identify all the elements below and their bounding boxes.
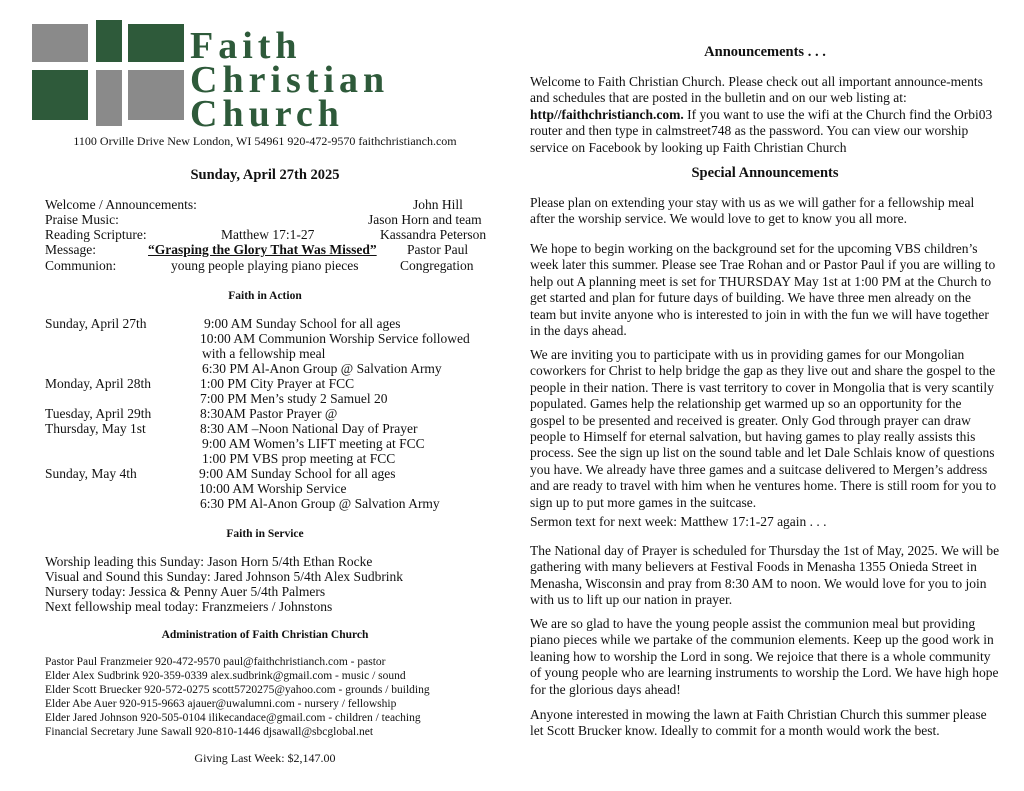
schedule-day: Monday, April 28th bbox=[45, 376, 151, 391]
logo-line-faith: Faith bbox=[190, 25, 302, 67]
announcements-heading: Announcements . . . bbox=[704, 44, 826, 60]
service-duty-line: Nursery today: Jessica & Penny Auer 5/4th Palmers bbox=[45, 584, 326, 599]
service-role: Welcome / Announcements: bbox=[45, 197, 197, 212]
schedule-row bbox=[45, 436, 505, 452]
schedule-row bbox=[45, 316, 505, 332]
church-address: 1100 Orville Drive New London, WI 54961 920-472-9570 faithchristianch.com bbox=[73, 134, 457, 148]
service-item-reading bbox=[45, 227, 495, 243]
welcome-paragraph bbox=[530, 74, 1000, 156]
service-detail: young people playing piano pieces bbox=[171, 258, 359, 273]
service-item-praise bbox=[45, 212, 495, 228]
announcement-paragraph: Sermon text for next week: Matthew 17:1-27 again . . . bbox=[530, 514, 827, 529]
schedule-event: 6:30 PM Al-Anon Group @ Salvation Army bbox=[200, 496, 440, 511]
schedule-event: 9:00 AM Sunday School for all ages bbox=[199, 466, 396, 481]
service-item-message bbox=[45, 242, 495, 258]
schedule-row bbox=[45, 466, 505, 482]
admin-contact-line: Elder Scott Bruecker 920-572-0275 scott5720275@yahoo.com - grounds / building bbox=[45, 684, 430, 696]
admin-contact-line: Pastor Paul Franzmeier 920-472-9570 paul@faithchristianch.com - pastor bbox=[45, 656, 386, 668]
service-duty-line: Worship leading this Sunday: Jason Horn 5/4th Ethan Rocke bbox=[45, 554, 373, 569]
service-duty-line: Next fellowship meal today: Franzmeiers / Johnstons bbox=[45, 599, 333, 614]
announcement-paragraph: We are so glad to have the young people assist the communion meal but providing piano pieces while we partake of the communion elements. Keep up the good work in leaning how to worship the Lord in song. We rejoice that there is a whole community of young people who are learning instruments to worship the Lord. We have high hope for the glorious days ahead! bbox=[530, 616, 999, 697]
admin-contact-line: Elder Jared Johnson 920-505-0104 ilikecandace@gmail.com - children / teaching bbox=[45, 712, 421, 724]
service-role: Message: bbox=[45, 242, 96, 257]
admin-contact-line: Elder Abe Auer 920-915-9663 ajauer@uwalumni.com - nursery / fellowship bbox=[45, 698, 397, 710]
schedule-row bbox=[45, 346, 505, 362]
schedule-event: 9:00 AM Women’s LIFT meeting at FCC bbox=[202, 436, 425, 451]
service-item-welcome bbox=[45, 197, 495, 213]
admin-contact-line: Financial Secretary June Sawall 920-810-1446 djsawall@sbcglobal.net bbox=[45, 726, 374, 738]
website-link[interactable]: http//faithchristianch.com. bbox=[530, 106, 684, 122]
logo-line-christian: Christian bbox=[190, 59, 390, 101]
schedule-event: 8:30AM Pastor Prayer @ bbox=[200, 406, 338, 421]
cross-tiles-mark bbox=[32, 20, 184, 126]
schedule-day: Sunday, April 27th bbox=[45, 316, 147, 331]
schedule-event: 1:00 PM City Prayer at FCC bbox=[200, 376, 355, 391]
special-announcements-heading: Special Announcements bbox=[691, 165, 839, 181]
service-person: Kassandra Peterson bbox=[380, 227, 487, 242]
schedule-event: 8:30 AM –Noon National Day of Prayer bbox=[200, 421, 418, 436]
schedule-day: Thursday, May 1st bbox=[45, 421, 146, 436]
schedule-row bbox=[45, 376, 505, 392]
schedule-row bbox=[45, 421, 505, 437]
schedule-row bbox=[45, 361, 505, 377]
schedule-event: 6:30 PM Al-Anon Group @ Salvation Army bbox=[202, 361, 442, 376]
schedule-row bbox=[45, 331, 505, 347]
schedule-event: 10:00 AM Worship Service bbox=[199, 481, 347, 496]
schedule-event: with a fellowship meal bbox=[202, 346, 326, 361]
logo-line-church: Church bbox=[190, 93, 344, 130]
church-logo bbox=[30, 20, 500, 130]
schedule-row bbox=[45, 481, 505, 497]
announcement-paragraph: Anyone interested in mowing the lawn at Faith Christian Church this summer please let Scott Brucker know. Ideally to commit for a month would work the best. bbox=[530, 707, 987, 739]
service-person: Congregation bbox=[400, 258, 474, 273]
welcome-text-rest: If you want to use the wifi at the Church find the Orbi03 router and then type in calmstreet748 as the password. You can view our worship service on Facebook by looking up Faith Christian Church bbox=[530, 106, 993, 155]
service-role: Praise Music: bbox=[45, 212, 119, 227]
service-item-communion bbox=[45, 258, 495, 274]
schedule-day: Tuesday, April 29th bbox=[45, 406, 152, 421]
service-person: Pastor Paul bbox=[407, 242, 469, 257]
service-person: John Hill bbox=[413, 197, 463, 212]
service-detail: Matthew 17:1-27 bbox=[221, 227, 315, 242]
schedule-row bbox=[45, 451, 505, 467]
schedule-event: 7:00 PM Men’s study 2 Samuel 20 bbox=[200, 391, 388, 406]
service-duty-line: Visual and Sound this Sunday: Jared Johnson 5/4th Alex Sudbrink bbox=[45, 569, 404, 584]
schedule-event: 10:00 AM Communion Worship Service followed bbox=[200, 331, 470, 346]
schedule-day: Sunday, May 4th bbox=[45, 466, 137, 481]
announcement-paragraph: We are inviting you to participate with us in providing games for our Mongolian coworkers for Christ to help bridge the gap as they live out and share the gospel to the people in their nation. There is vast territory to cover in Mongolia that is very scantily populated. Games help the relationship get warmed up so an opportunity for the gospel to be presented and received is greater. Only God through prayer can draw people to Himself for eternal salvation, but having games to play really assists this process. See the sign up list on the sound table and let Dale Schlais know of questions you have. We already have three games and a suitcase delivered to Mergen’s address and are ready to travel with him when he ventures home. There is still room for you to sign up to put more games in the suitcase. bbox=[530, 347, 997, 510]
schedule-event: 9:00 AM Sunday School for all ages bbox=[204, 316, 401, 331]
service-role: Reading Scripture: bbox=[45, 227, 147, 242]
faith-in-service-heading: Faith in Service bbox=[226, 528, 304, 540]
schedule-row bbox=[45, 391, 505, 407]
service-role: Communion: bbox=[45, 258, 117, 273]
schedule-row bbox=[45, 406, 505, 422]
giving-last-week: Giving Last Week: $2,147.00 bbox=[194, 751, 336, 765]
announcement-paragraph: We hope to begin working on the background set for the upcoming VBS children’s week later this summer. Please see Trae Rohan and or Pastor Paul if you are willing to help out A planning meet is set for THURSDAY May 1st at 1:00 PM at the Church to get started and plan for future days of building. We have three men already on the team but invite anyone who is interested to join in with the fun we will have together in the days ahead. bbox=[530, 241, 996, 339]
service-date: Sunday, April 27th 2025 bbox=[190, 167, 340, 183]
admin-contact-line: Elder Alex Sudbrink 920-359-0339 alex.sudbrink@gmail.com - music / sound bbox=[45, 670, 406, 682]
administration-heading: Administration of Faith Christian Church bbox=[161, 629, 369, 641]
announcement-paragraph: The National day of Prayer is scheduled for Thursday the 1st of May, 2025. We will be gathering with many believers at Festival Foods in Menasha 1355 Onieda Street in Menasha, Wisconsin and pray from 8:30 AM to noon. We would love for you to join with us to lift up our nation in prayer. bbox=[530, 543, 1000, 608]
announcement-paragraph: Please plan on extending your stay with us as we will gather for a fellowship meal after the worship service. We would love to get to know you all more. bbox=[530, 195, 975, 227]
welcome-text: Welcome to Faith Christian Church. Please check out all important announce-ments and schedules that are posted in the bulletin and on our web listing at: bbox=[530, 74, 983, 106]
schedule-event: 1:00 PM VBS prop meeting at FCC bbox=[202, 451, 396, 466]
faith-in-action-heading: Faith in Action bbox=[228, 290, 302, 302]
service-person: Jason Horn and team bbox=[368, 212, 482, 227]
schedule-row bbox=[45, 496, 505, 512]
church-logo-graphic bbox=[30, 20, 500, 130]
sermon-title: “Grasping the Glory That Was Missed” bbox=[148, 242, 377, 257]
